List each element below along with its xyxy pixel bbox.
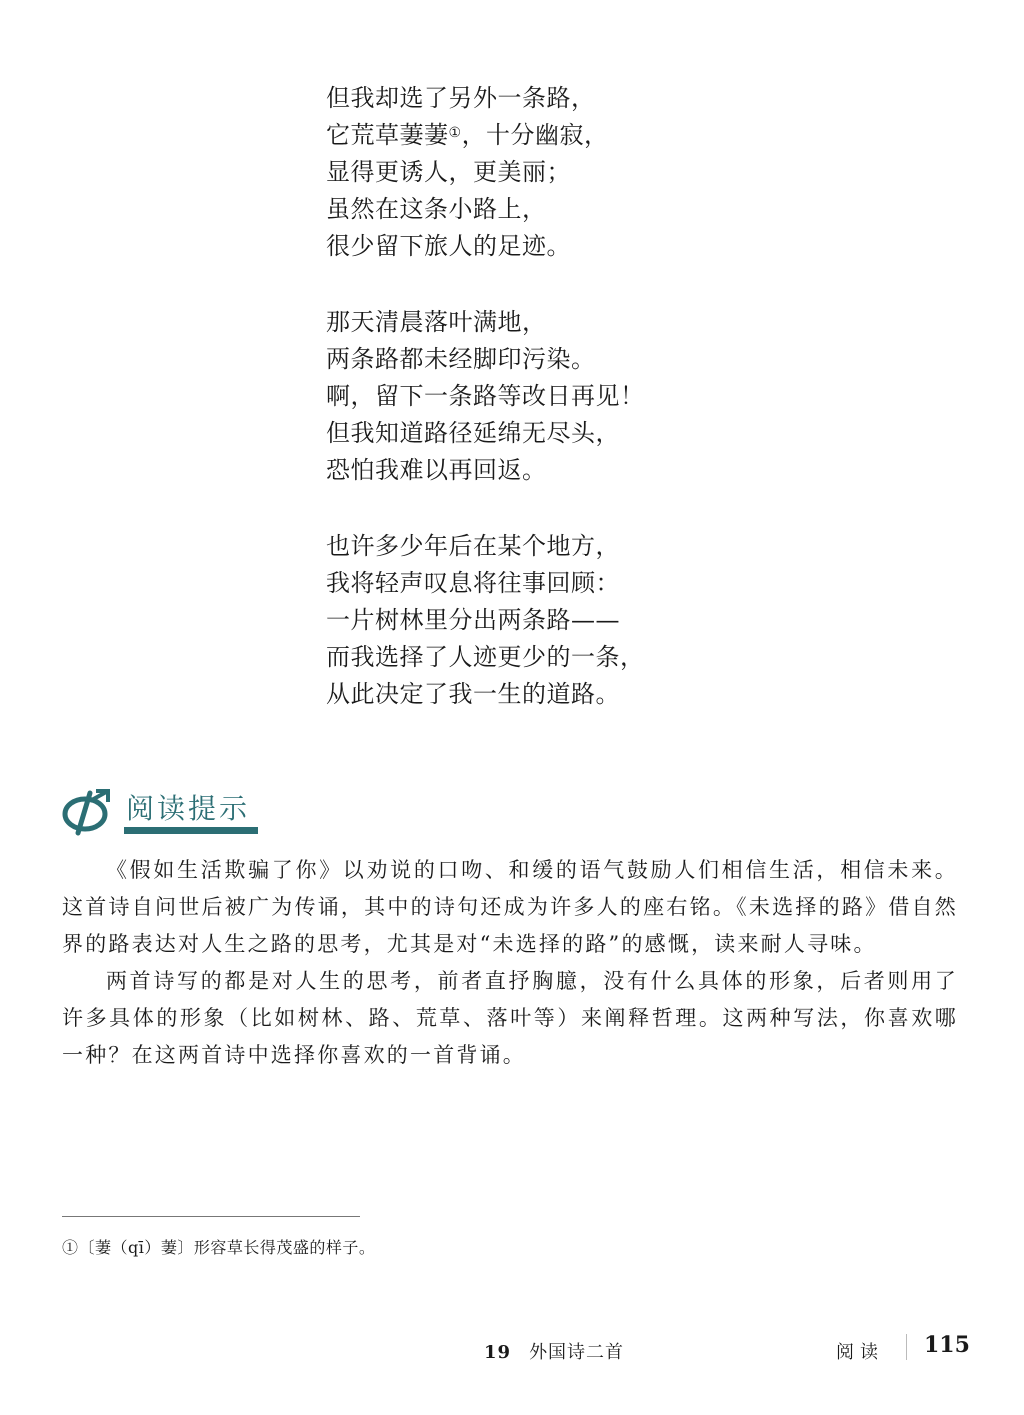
poem-stanza-2 xyxy=(326,304,826,489)
poem-line: 但我知道路径延绵无尽头， xyxy=(326,419,620,447)
poem-line: 虽然在这条小路上， xyxy=(326,195,547,223)
poem-line-tail: ，十分幽寂， xyxy=(461,121,609,149)
poem-line: 一片树林里分出两条路—— xyxy=(326,606,620,634)
title-underline-bar xyxy=(124,827,258,834)
poem-line: 那天清晨落叶满地， xyxy=(326,308,547,336)
tip-paragraph: 《假如生活欺骗了你》以劝说的口吻、和缓的语气鼓励人们相信生活，相信未来。这首诗自问世后被广为传诵，其中的诗句还成为许多人的座右铭。《未选择的路》借自然界的路表达对人生之路的思考，尤其是对“未选择的路”的感慨，读来耐人寻味。 xyxy=(62,858,958,956)
tip-paragraph: 两首诗写的都是对人生的思考，前者直抒胸臆，没有什么具体的形象，后者则用了许多具体的形象（比如树林、路、荒草、落叶等）来阐释哲理。这两种写法，你喜欢哪一种？在这两首诗中选择你喜欢的一首背诵。 xyxy=(62,969,958,1067)
chapter-number: 19 xyxy=(484,1342,512,1363)
poem-line-with-footnote xyxy=(326,117,826,154)
reading-tip-icon xyxy=(60,787,114,837)
poem-line: 很少留下旅人的足迹。 xyxy=(326,232,571,260)
footnote-divider xyxy=(62,1216,360,1217)
chapter-label xyxy=(484,1338,624,1364)
poem-line: 啊，留下一条路等改日再见！ xyxy=(326,382,645,410)
reading-tips-header xyxy=(60,785,280,841)
poem-line: 也许多少年后在某个地方， xyxy=(326,532,620,560)
footnote: ①〔萋（qī）萋〕形容草长得茂盛的样子。 xyxy=(62,1238,376,1257)
section-label: 阅读 xyxy=(836,1342,884,1363)
chapter-title: 外国诗二首 xyxy=(529,1342,625,1363)
page-number: 115 xyxy=(924,1332,970,1358)
footnote-marker: ① xyxy=(448,125,462,141)
poem-line-head: 它荒草萋萋 xyxy=(326,121,449,149)
footer-divider xyxy=(906,1334,907,1360)
poem-line: 但我却选了另外一条路， xyxy=(326,84,596,112)
poem-line: 显得更诱人，更美丽； xyxy=(326,158,571,186)
poem-stanza-1 xyxy=(326,80,826,265)
poem-stanza-3 xyxy=(326,528,826,713)
poem-line: 我将轻声叹息将往事回顾： xyxy=(326,569,620,597)
reading-tips-title: 阅读提示 xyxy=(126,792,251,825)
poem-line: 从此决定了我一生的道路。 xyxy=(326,680,620,708)
reading-tips-body xyxy=(62,852,958,1074)
poem-line: 恐怕我难以再回返。 xyxy=(326,456,547,484)
poem-line: 而我选择了人迹更少的一条， xyxy=(326,643,645,671)
poem xyxy=(326,80,826,752)
poem-line: 两条路都未经脚印污染。 xyxy=(326,345,596,373)
page-footer xyxy=(0,1330,1024,1370)
